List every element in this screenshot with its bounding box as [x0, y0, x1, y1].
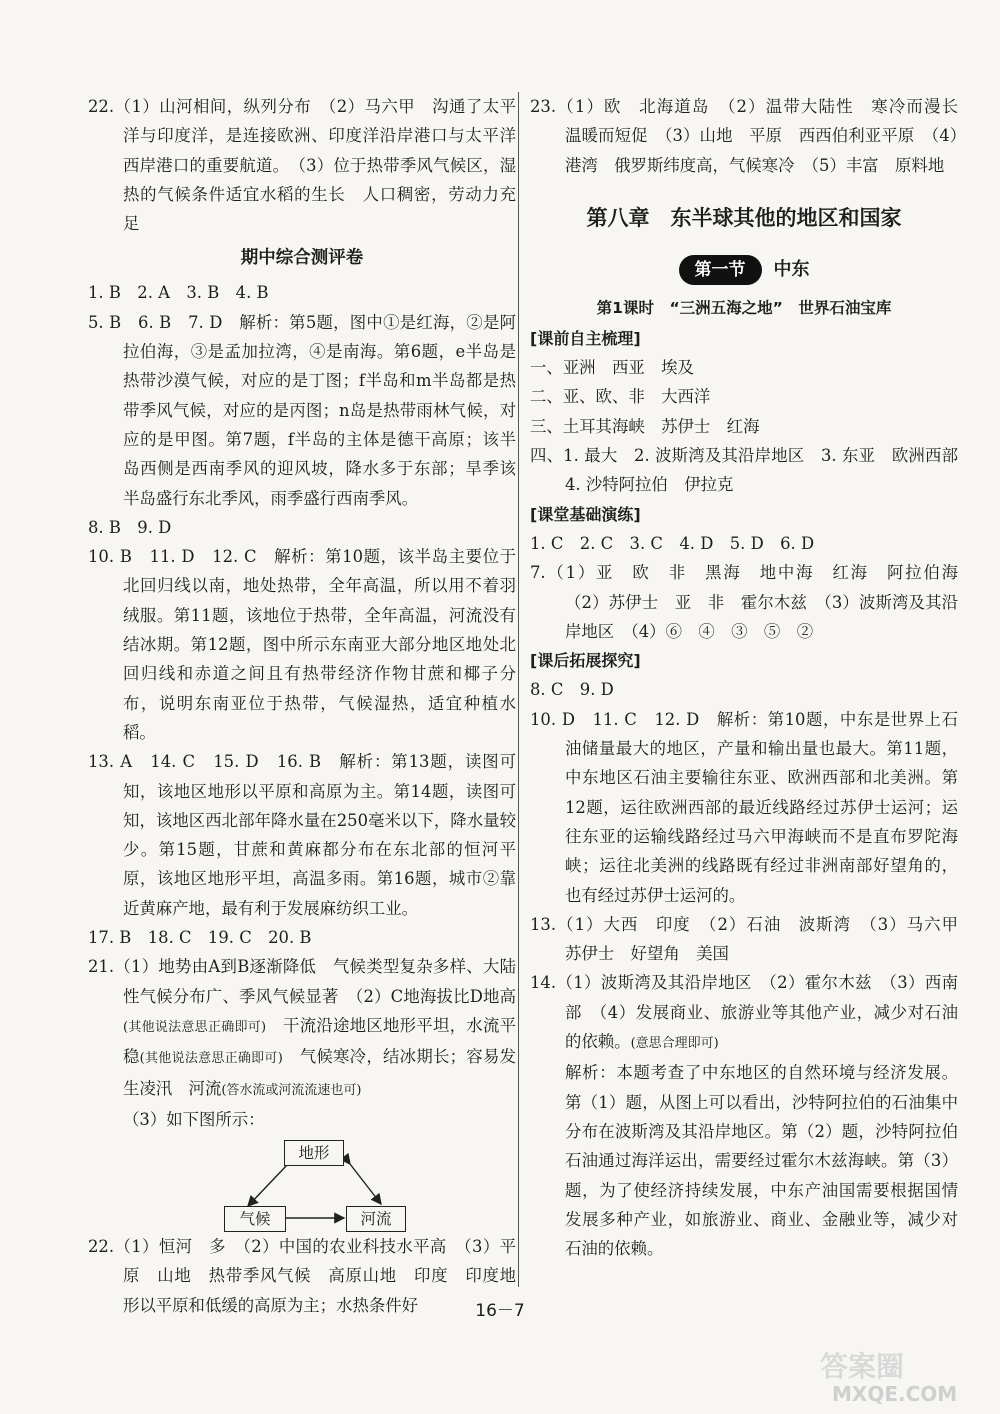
answer-10-12: 10. B 11. D 12. C 解析：第10题，该半岛主要位于北回归线以南，地处热带，全年高温，所以用不着羽绒服。第11题，该地位于热带，全年高温，河流没有结冰期。第12题，图中所示东南亚大部分地区地处北回归线和赤道之间且有热带经济作物甘蔗和椰子分布，说明东南亚位于热带，气候湿热，适宜种植水稻。 [88, 547, 516, 742]
class-answer-1-6: 1. C 2. C 3. C 4. D 5. D 6. D [530, 533, 815, 553]
section-name: 中东 [773, 259, 810, 281]
diagram-node-river: 河流 [346, 1206, 406, 1232]
diagram-node-climate: 气候 [224, 1206, 286, 1232]
answer-13-16: 13. A 14. C 15. D 16. B 解析：第13题，读图可知，该地区地形以平原和高原为主。第14题，读图可知，该地区西北部年降水量在250毫米以下，降水量较少。第15题，甘蔗和黄麻都分布在东北部的恒河平原，该地区地形平坦，高温多雨。第16题，城市②靠近黄麻产地，最有利于发展麻纺织工业。 [88, 752, 516, 918]
answer-21-note3: (答水流或河流流速也可) [221, 1082, 362, 1098]
in-class-heading: [课堂基础演练] [530, 504, 641, 524]
answer-21-note1: (其他说法意思正确即可) [123, 1019, 267, 1035]
watermark-url: MXQE.COM [832, 1382, 958, 1406]
section-badge: 第一节 [679, 255, 762, 285]
answer-5-7: 5. B 6. B 7. D 解析：第5题，图中①是红海，②是阿拉伯海，③是孟加拉湾，④是南海。第6题，e半岛是热带沙漠气候，对应的是丁图；f半岛和m半岛都是热带季风气候，对应的是丙图；n岛是热带雨林气候，对应的是甲图。第7题，f半岛的主体是德干高原；该半岛西侧是西南季风的迎风坡，降水多于东部；旱季该半岛盛行东北季风，雨季盛行西南季风。 [88, 312, 516, 508]
answer-22-ch7: 22.（1）山河相间，纵列分布 （2）马六甲 沟通了太平洋与印度洋，是连接欧洲、印度洋沿岸港口与太平洋西岸港口的重要航道。 （3）位于热带季风气候区，湿热的气候条件适宜水稻的生长 人口稠密，劳动力充足 [88, 97, 516, 234]
answer-23: 23.（1）欧 北海道岛 （2）温带大陆性 寒冷而漫长 温暖而短促 （3）山地 平原 西西伯利亚平原 （4）港湾 俄罗斯纬度高，气候寒冷 （5）丰富 原料地 [530, 97, 975, 175]
pre-item-2: 二、亚、欧、非 大西洋 [530, 387, 711, 407]
section-heading [530, 248, 958, 292]
answer-21 [88, 952, 516, 1104]
answer-1-4: 1. B 2. A 3. B 4. B [88, 283, 269, 303]
lesson-title: 第1课时 “三洲五海之地” 世界石油宝库 [596, 298, 892, 317]
chapter-title: 第八章 东半球其他的地区和国家 [586, 205, 902, 230]
post-answer-14 [530, 968, 958, 1058]
pre-class-heading: [课前自主梳理] [530, 328, 641, 348]
answer-21-note2: (其他说法意思正确即可) [139, 1051, 283, 1067]
answer-22-india: 22.（1）恒河 多 （2）中国的农业科技水平高 （3）平原 山地 热带季风气候 高原山地 印度 印度地形以平原和低缓的高原为主；水热条件好 [88, 1237, 516, 1315]
post-answer-13: 13.（1）大西 印度 （2）石油 波斯湾 （3）马六甲 苏伊士 好望角 美国 [530, 914, 975, 964]
pre-item-3: 三、土耳其海峡 苏伊士 红海 [530, 416, 760, 436]
pre-item-4: 四、1. 最大 2. 波斯湾及其沿岸地区 3. 东亚 欧洲西部 4. 沙特阿拉伯 伊拉克 [530, 446, 975, 495]
post-answer-14-explanation: 解析：本题考查了中东地区的自然环境与经济发展。第（1）题，从图上可以看出，沙特阿拉伯的石油集中分布在波斯湾及其沿岸地区。第（2）题，沙特阿拉伯石油通过海洋运出，需要经过霍尔木兹海峡。第（3）题，为了使经济持续发展，中东产油国需要根据国情发展多种产业，如旅游业、商业、金融业等，减少对石油的依赖。 [565, 1063, 958, 1259]
after-class-heading: [课后拓展探究] [530, 651, 641, 671]
answer-17-20: 17. B 18. C 19. C 20. B [88, 928, 312, 948]
watermark-logo: 答案圈 [820, 1350, 905, 1383]
midterm-title: 期中综合测评卷 [240, 248, 364, 269]
relationship-diagram [88, 1140, 516, 1232]
pre-item-1: 一、亚洲 西亚 埃及 [530, 358, 694, 378]
post-answer-8-9: 8. C 9. D [530, 680, 614, 700]
post-answer-10-12: 10. D 11. C 12. D 解析：第10题，中东是世界上石油储量最大的地区，产量和输出量也最大。第11题，中东地区石油主要输往东亚、欧洲西部和北美洲。第12题，运往欧洲西部的最近线路经过苏伊士运河；运往东亚的运输线路经过马六甲海峡而不是直布罗陀海峡；运往北美洲的线路既有经过非洲南部好望角的，也有经过苏伊士运河的。 [530, 709, 958, 905]
answer-21-part2: 干流沿途地区地形平坦，水流平稳 [123, 1015, 516, 1067]
answer-8-9: 8. B 9. D [88, 517, 172, 537]
answer-21-part1: 21.（1）地势由A到B逐渐降低 气候类型复杂多样、大陆性气候分布广、季风气候显著 （2）C地海拔比D地高 [88, 957, 516, 1006]
page-number: 16－7 [475, 1301, 525, 1321]
post-answer-14-text: 14.（1）波斯湾及其沿岸地区 （2）霍尔木兹 （3）西南部 （4）发展商业、旅游业等其他产业，减少对石油的依赖。 [530, 973, 958, 1052]
post-answer-14-note: (意思合理即可) [630, 1036, 719, 1052]
column-divider [518, 92, 519, 1287]
diagram-node-terrain: 地形 [284, 1140, 344, 1166]
left-column [88, 92, 516, 1320]
answer-21-figure-caption: （3）如下图所示： [123, 1109, 265, 1129]
right-column [530, 92, 975, 1263]
answer-21-part3: 气候寒冷，结冰期长；容易发生凌汛 河流 [123, 1047, 517, 1098]
class-answer-7: 7.（1）亚 欧 非 黑海 地中海 红海 阿拉伯海 （2）苏伊士 亚 非 霍尔木兹 （3）波斯湾及其沿岸地区 （4）⑥ ④ ③ ⑤ ② [530, 563, 975, 641]
